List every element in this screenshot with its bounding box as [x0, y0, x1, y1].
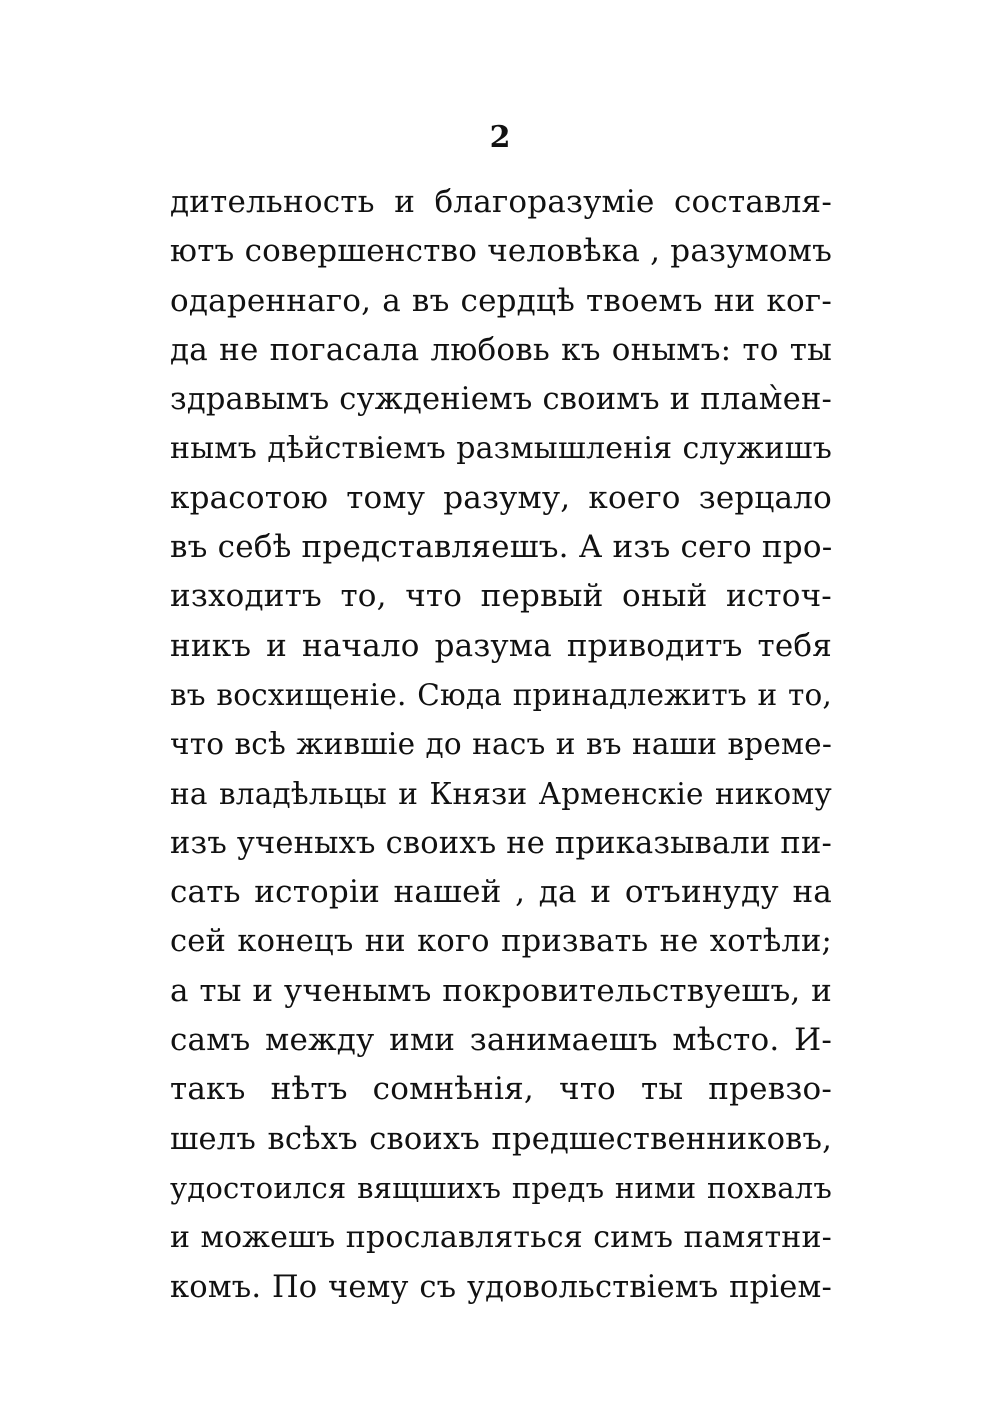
text-line: изходитъ то, что первый оный источ-	[170, 578, 832, 615]
text-line: удостоился вящшихъ предъ ними похвалъ	[170, 1170, 832, 1205]
text-line: комъ. По чему съ удовольствіемъ пріем-	[170, 1269, 832, 1305]
text-line: и можешъ прославляться симъ памятни-	[170, 1220, 832, 1256]
text-line: что всѣ жившіе до насъ и въ наши време-	[170, 727, 832, 762]
body-text	[170, 178, 832, 1312]
text-line: въ восхищеніе. Сюда принадлежитъ и то,	[170, 677, 832, 712]
text-line: изъ ученыхъ своихъ не приказывали пи-	[170, 825, 832, 861]
text-line: сать исторіи нашей , да и отъинуду на	[170, 874, 832, 911]
text-line: такъ нѣтъ сомнѣнія, что ты превзо-	[170, 1071, 832, 1108]
text-line: дительность и благоразуміе составля-	[170, 184, 832, 220]
text-line: шелъ всѣхъ своихъ предшественниковъ,	[170, 1121, 832, 1157]
text-line: самъ между ими занимаешъ мѣсто. И-	[170, 1022, 832, 1059]
page-number: 2	[489, 120, 511, 155]
text-line: сей конецъ ни кого призвать не хотѣли;	[170, 924, 832, 960]
text-line: да не погасала любовь къ онымъ: то ты	[170, 331, 832, 368]
text-line: на владѣльцы и Князи Арменскіе никому	[170, 776, 832, 811]
text-line: а ты и ученымъ покровительствуешъ, и	[170, 972, 832, 1009]
text-line: въ себѣ представляешъ. А изъ сего про-	[170, 529, 832, 566]
text-line: одареннаго, а въ сердцѣ твоемъ ни ког-	[170, 282, 832, 319]
text-line: красотою тому разуму, коего зерцало	[170, 479, 832, 516]
text-line: нымъ дѣйствіемъ размышленія служишъ	[170, 431, 832, 467]
text-line: никъ и начало разума приводитъ тебя	[170, 627, 832, 664]
text-line: ютъ совершенство человѣка , разумомъ	[170, 233, 832, 270]
text-line: здравымъ сужденіемъ своимъ и плам̀ен-	[170, 382, 832, 418]
